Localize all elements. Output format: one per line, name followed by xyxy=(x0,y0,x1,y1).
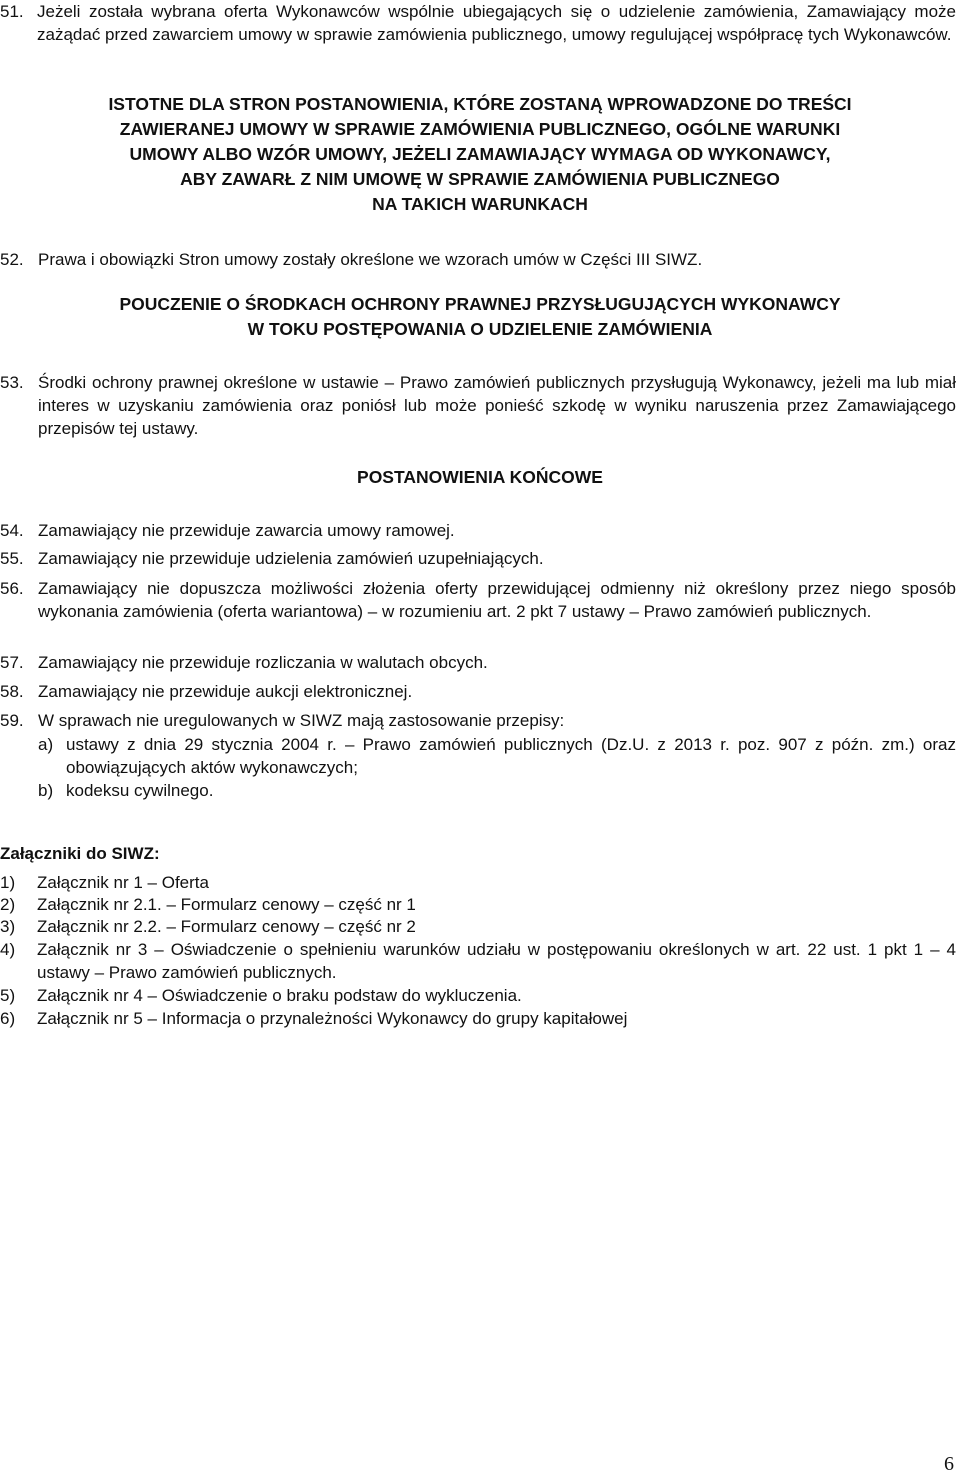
list-letter: a) xyxy=(38,735,54,754)
paragraph-59 xyxy=(0,709,956,732)
attachment-item-6 xyxy=(0,1007,956,1030)
list-item-a xyxy=(38,733,956,779)
paragraph-text: Jeżeli została wybrana oferta Wykonawców wspólnie ubiegających się o udzielenie zamówienia, Zamawiający może zażądać przed zawarciem umowy w sprawie zamówienia publicznego, umowy regulującej współpracę tych Wykonawców. xyxy=(37,2,956,44)
list-letter: b) xyxy=(38,781,54,800)
paragraph-text: W sprawach nie uregulowanych w SIWZ mają zastosowanie przepisy: xyxy=(38,711,565,730)
attachment-number: 3) xyxy=(0,917,16,936)
paragraph-text: Prawa i obowiązki Stron umowy zostały określone we wzorach umów w Części III SIWZ. xyxy=(38,250,703,269)
paragraph-text: Środki ochrony prawnej określone w ustawie – Prawo zamówień publicznych przysługują Wykonawcy, jeżeli ma lub miał interes w uzyskaniu zamówienia oraz poniósł lub może ponieść szkodę w wyniku naruszenia przez Zamawiającego przepisów tej ustawy. xyxy=(38,373,956,438)
heading-line: UMOWY ALBO WZÓR UMOWY, JEŻELI ZAMAWIAJĄCY WYMAGA OD WYKONAWCY, xyxy=(129,144,831,164)
section-heading-final-provisions xyxy=(0,465,960,490)
paragraph-57 xyxy=(0,651,956,674)
heading-line: W TOKU POSTĘPOWANIA O UDZIELENIE ZAMÓWIENIA xyxy=(247,319,713,339)
attachment-item-1 xyxy=(0,871,956,894)
attachment-text: Załącznik nr 1 – Oferta xyxy=(37,873,209,892)
list-item-b xyxy=(38,779,956,802)
attachment-text: Załącznik nr 2.1. – Formularz cenowy – część nr 1 xyxy=(37,895,416,914)
paragraph-text: Zamawiający nie przewiduje zawarcia umowy ramowej. xyxy=(38,521,455,540)
attachment-number: 1) xyxy=(0,873,16,892)
paragraph-53 xyxy=(0,371,956,440)
attachment-number: 4) xyxy=(0,940,16,959)
heading-line: ZAWIERANEJ UMOWY W SPRAWIE ZAMÓWIENIA PUBLICZNEGO, OGÓLNE WARUNKI xyxy=(119,119,841,139)
heading-line: ISTOTNE DLA STRON POSTANOWIENIA, KTÓRE ZOSTANĄ WPROWADZONE DO TREŚCI xyxy=(108,94,852,114)
attachments-title: Załączniki do SIWZ: xyxy=(0,844,160,863)
attachment-text: Załącznik nr 2.2. – Formularz cenowy – część nr 2 xyxy=(37,917,416,936)
paragraph-number: 51. xyxy=(0,2,24,21)
paragraph-number: 58. xyxy=(0,682,24,701)
paragraph-text: Zamawiający nie dopuszcza możliwości złożenia oferty przewidującej odmienny niż określony przez niego sposób wykonania zamówienia (oferta wariantowa) – w rozumieniu art. 2 pkt 7 ustawy – Prawo zamówień publicznych. xyxy=(38,579,956,621)
attachment-number: 6) xyxy=(0,1009,16,1028)
paragraph-number: 57. xyxy=(0,653,24,672)
paragraph-56 xyxy=(0,577,956,623)
paragraph-text: Zamawiający nie przewiduje aukcji elektronicznej. xyxy=(38,682,413,701)
section-heading-contract-terms xyxy=(0,92,960,217)
heading-line: NA TAKICH WARUNKACH xyxy=(372,194,588,214)
attachment-number: 2) xyxy=(0,895,16,914)
paragraph-55 xyxy=(0,547,956,570)
paragraph-58 xyxy=(0,680,956,703)
attachment-item-2 xyxy=(0,893,956,916)
paragraph-number: 53. xyxy=(0,373,24,392)
attachment-item-4 xyxy=(0,938,956,984)
paragraph-text: Zamawiający nie przewiduje rozliczania w walutach obcych. xyxy=(38,653,488,672)
attachment-text: Załącznik nr 4 – Oświadczenie o braku podstaw do wykluczenia. xyxy=(37,986,522,1005)
heading-line: POSTANOWIENIA KOŃCOWE xyxy=(357,467,603,487)
paragraph-number: 52. xyxy=(0,250,24,269)
section-heading-legal-remedies xyxy=(0,292,960,342)
attachment-item-5 xyxy=(0,984,956,1007)
paragraph-number: 55. xyxy=(0,549,24,568)
list-text: kodeksu cywilnego. xyxy=(66,781,214,800)
attachment-text: Załącznik nr 5 – Informacja o przynależności Wykonawcy do grupy kapitałowej xyxy=(37,1009,628,1028)
heading-line: ABY ZAWARŁ Z NIM UMOWĘ W SPRAWIE ZAMÓWIENIA PUBLICZNEGO xyxy=(180,169,780,189)
heading-line: POUCZENIE O ŚRODKACH OCHRONY PRAWNEJ PRZYSŁUGUJĄCYCH WYKONAWCY xyxy=(119,294,841,314)
list-text: ustawy z dnia 29 stycznia 2004 r. – Prawo zamówień publicznych (Dz.U. z 2013 r. poz. 907 z późn. zm.) oraz obowiązujących aktów wykonawczych; xyxy=(66,735,956,777)
paragraph-number: 56. xyxy=(0,579,24,598)
attachment-number: 5) xyxy=(0,986,16,1005)
attachment-item-3 xyxy=(0,915,956,938)
page-number: 6 xyxy=(944,1453,954,1475)
paragraph-54 xyxy=(0,519,956,542)
paragraph-text: Zamawiający nie przewiduje udzielenia zamówień uzupełniających. xyxy=(38,549,544,568)
paragraph-number: 59. xyxy=(0,711,24,730)
paragraph-51 xyxy=(0,0,956,46)
paragraph-number: 54. xyxy=(0,521,24,540)
attachment-text: Załącznik nr 3 – Oświadczenie o spełnieniu warunków udziału w postępowaniu określonych w art. 22 ust. 1 pkt 1 – 4 ustawy – Prawo zamówień publicznych. xyxy=(37,940,956,982)
paragraph-52 xyxy=(0,248,956,271)
